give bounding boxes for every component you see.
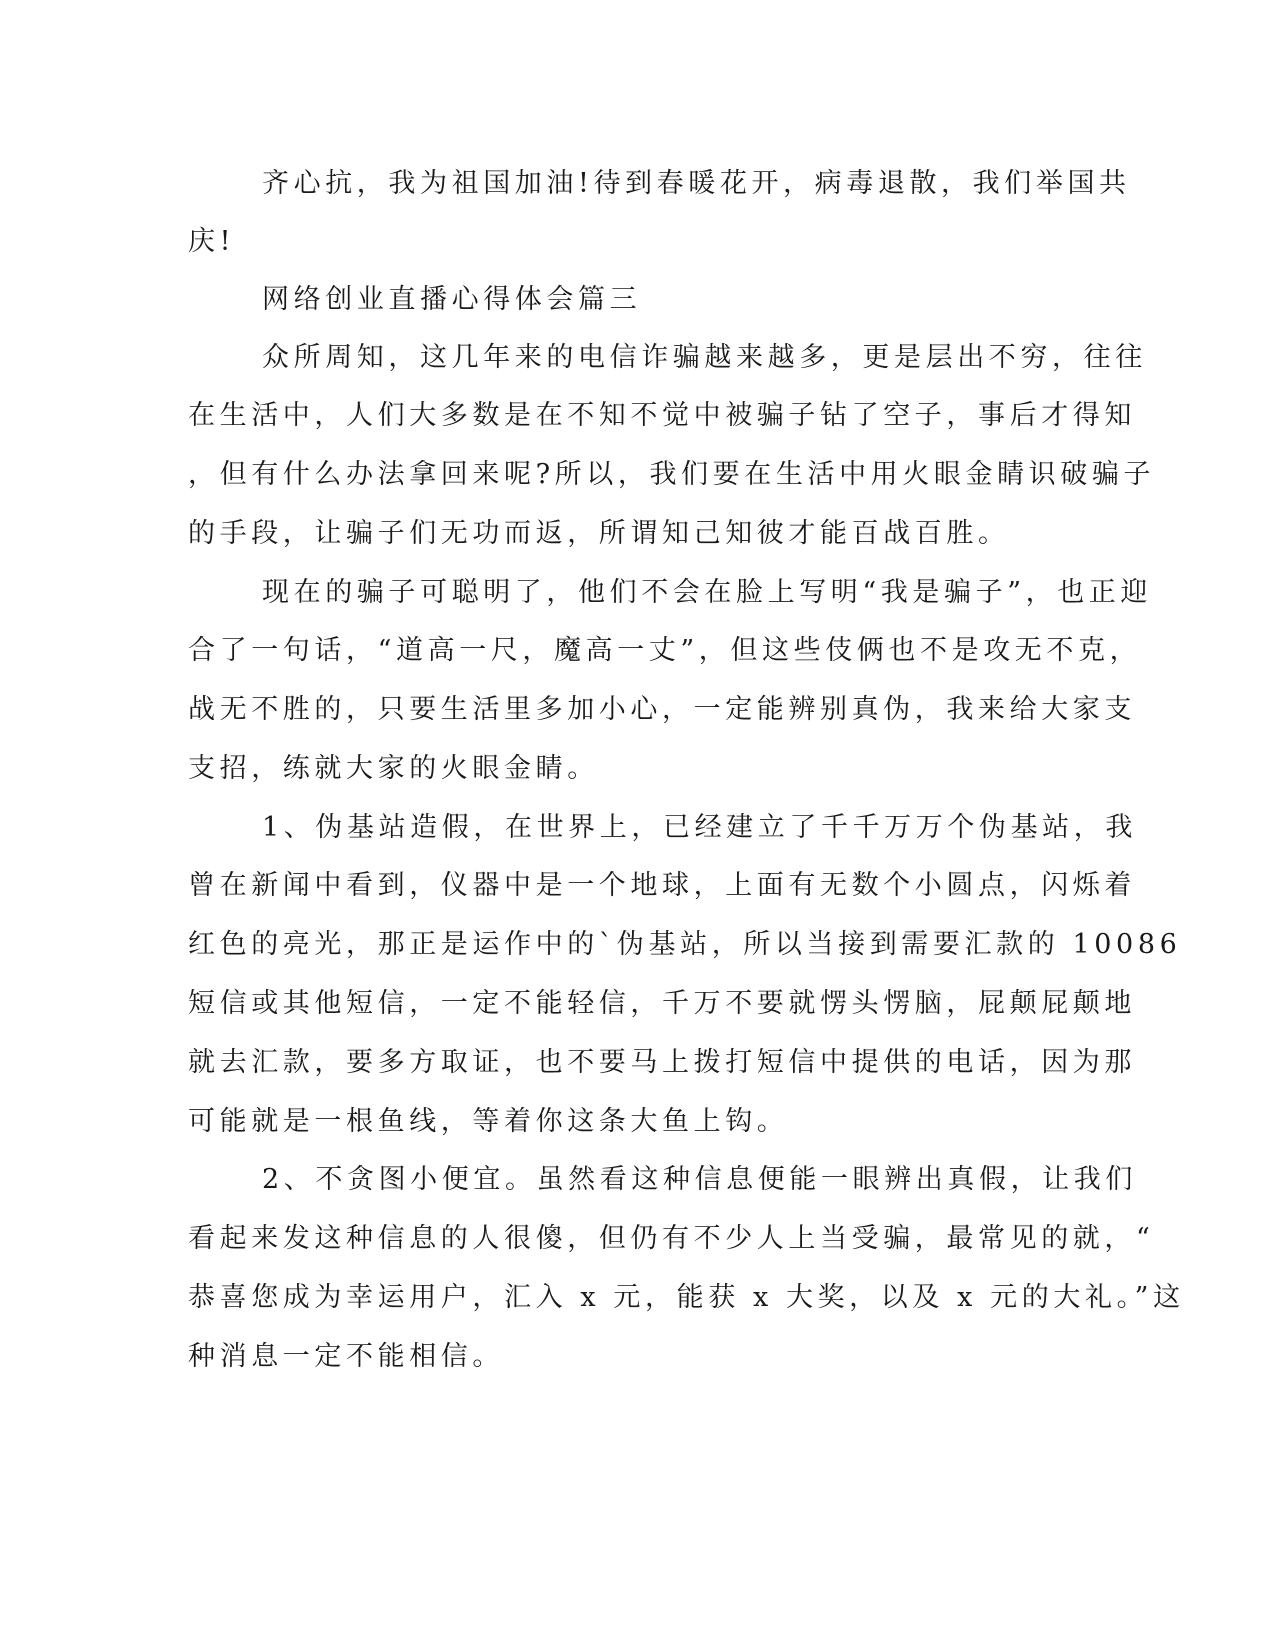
list-item-line: 1、伪基站造假，在世界上，已经建立了千千万万个伪基站，我 — [262, 812, 1137, 843]
paragraph-line: 战无不胜的，只要生活里多加小心，一定能辨别真伪，我来给大家支 — [188, 694, 1136, 725]
paragraph-line: 看起来发这种信息的人很傻，但仍有不少人上当受骗，最常见的就，“ — [188, 1223, 1155, 1254]
paragraph-line: 短信或其他短信，一定不能轻信，千万不要就愣头愣脑，屁颠屁颠地 — [188, 988, 1136, 1019]
paragraph-line: 齐心抗，我为祖国加油!待到春暖花开，病毒退散，我们举国共 — [262, 168, 1131, 199]
paragraph-line: ，但有什么办法拿回来呢?所以，我们要在生活中用火眼金睛识破骗子 — [188, 459, 1156, 490]
paragraph-line: 合了一句话，“道高一尺，魔高一丈”，但这些伎俩也不是攻无不克， — [188, 635, 1142, 666]
paragraph-line: 恭喜您成为幸运用户，汇入 x 元，能获 x 大奖，以及 x 元的大礼。”这 — [188, 1282, 1185, 1313]
paragraph-line: 支招，练就大家的火眼金睛。 — [188, 753, 599, 784]
paragraph-line: 的手段，让骗子们无功而返，所谓知己知彼才能百战百胜。 — [188, 518, 1010, 549]
paragraph-line: 就去汇款，要多方取证，也不要马上拨打短信中提供的电话，因为那 — [188, 1047, 1136, 1078]
paragraph-line: 庆! — [188, 226, 236, 257]
section-heading: 网络创业直播心得体会篇三 — [262, 284, 642, 315]
paragraph-line: 众所周知，这几年来的电信诈骗越来越多，更是层出不穷，往往 — [262, 342, 1147, 373]
list-item-line: 2、不贪图小便宜。虽然看这种信息便能一眼辨出真假，让我们 — [262, 1164, 1137, 1195]
paragraph-line: 可能就是一根鱼线，等着你这条大鱼上钩。 — [188, 1106, 789, 1137]
paragraph-line: 种消息一定不能相信。 — [188, 1341, 504, 1372]
paragraph-line: 在生活中，人们大多数是在不知不觉中被骗子钻了空子，事后才得知 — [188, 400, 1136, 431]
paragraph-line: 现在的骗子可聪明了，他们不会在脸上写明“我是骗子”，也正迎 — [262, 577, 1153, 608]
paragraph-line: 红色的亮光，那正是运作中的`伪基站，所以当接到需要汇款的 10086 — [188, 929, 1182, 960]
paragraph-line: 曾在新闻中看到，仪器中是一个地球，上面有无数个小圆点，闪烁着 — [188, 870, 1136, 901]
